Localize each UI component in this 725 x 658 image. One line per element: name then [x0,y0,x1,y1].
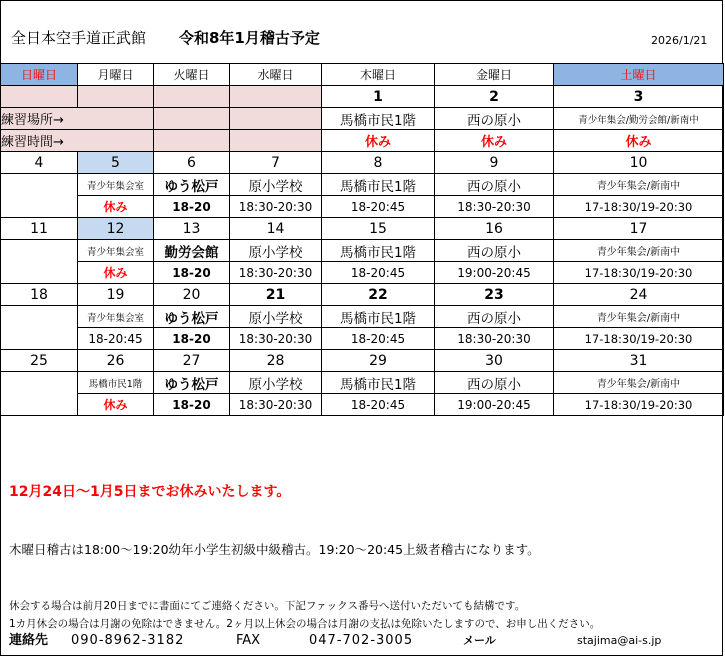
place-cell: 馬橋市民1階 [322,372,435,394]
place-cell: 原小学校 [230,306,322,328]
time-cell: 18-20 [154,328,230,350]
time-cell: 休み [78,394,154,416]
place-cell: 青少年集会/勤労会館/新南中 [554,108,724,130]
place-cell: ゆう松戸 [154,306,230,328]
date-cell: 2 [435,86,554,108]
date-cell: 14 [230,218,322,240]
date-cell: 22 [322,284,435,306]
date-cell: 26 [78,350,154,372]
thursday-note: 木曜日稽古は18:00～19:20幼年小学生初級中級稽古。19:20～20:45上級者稽古になります。 [9,542,540,557]
place-cell: 馬橋市民1階 [322,108,435,130]
date-cell: 23 [435,284,554,306]
absence-note-2: 1カ月休会の場合は月謝の免除はできません。2ヶ月以上休会の場合は月謝の支払は免除いたしますので、お申し出ください。 [9,618,601,630]
date-cell [230,86,322,108]
place-cell: 勤労会館 [154,240,230,262]
fax-label: FAX [236,633,261,648]
weekday-header: 木曜日 [322,64,435,86]
place-cell: 西の原小 [435,240,554,262]
place-cell: 青少年集会/新南中 [554,372,724,394]
date-cell: 29 [322,350,435,372]
date-cell: 10 [554,152,724,174]
date-cell: 16 [435,218,554,240]
weekday-header: 月曜日 [78,64,154,86]
place-cell: 青少年集会室 [78,240,154,262]
date-cell: 24 [554,284,724,306]
weekday-header: 金曜日 [435,64,554,86]
time-cell: 休み [435,130,554,152]
date-cell: 27 [154,350,230,372]
sunday-empty-cell [1,372,78,416]
time-cell: 18-20:45 [322,394,435,416]
time-cell: 休み [554,130,724,152]
time-cell: 17-18:30/19-20:30 [554,196,724,218]
place-cell: 青少年集会/新南中 [554,240,724,262]
time-cell: 休み [78,262,154,284]
sunday-empty-cell [1,240,78,284]
date-cell [78,86,154,108]
date-cell: 31 [554,350,724,372]
absence-note-1: 休会する場合は前月20日までに書面にてご連絡ください。下記ファックス番号へ送付いただいても結構です。 [9,600,526,612]
empty-cell [230,108,322,130]
date-cell: 15 [322,218,435,240]
date-cell: 4 [1,152,78,174]
place-cell: 青少年集会/新南中 [554,174,724,196]
date-cell: 21 [230,284,322,306]
time-cell: 18:30-20:30 [435,196,554,218]
time-cell: 18-20:45 [322,196,435,218]
time-cell: 19:00-20:45 [435,262,554,284]
date-cell: 3 [554,86,724,108]
contact-label: 連絡先 [9,633,49,648]
empty-cell [154,108,230,130]
contact-fax: 047-702-3005 [309,633,414,648]
date-cell: 9 [435,152,554,174]
place-cell: 馬橋市民1階 [322,306,435,328]
weekday-header: 水曜日 [230,64,322,86]
date-cell [1,86,78,108]
time-cell: 17-18:30/19-20:30 [554,328,724,350]
place-cell: 西の原小 [435,174,554,196]
time-cell: 17-18:30/19-20:30 [554,262,724,284]
date-cell: 8 [322,152,435,174]
date-cell: 19 [78,284,154,306]
schedule-grid [1,63,724,416]
date-cell: 28 [230,350,322,372]
time-cell: 18:30-20:30 [230,196,322,218]
place-cell: ゆう松戸 [154,174,230,196]
time-cell: 18-20 [154,394,230,416]
place-cell: 青少年集会/新南中 [554,306,724,328]
time-label: 練習時間→ [1,130,154,152]
time-cell: 17-18:30/19-20:30 [554,394,724,416]
time-cell: 18-20 [154,196,230,218]
date-cell: 18 [1,284,78,306]
document-date: 2026/1/21 [651,34,708,47]
empty-cell [230,130,322,152]
place-cell: 馬橋市民1階 [322,240,435,262]
empty-cell [154,130,230,152]
holiday-notice: 12月24日～1月5日までお休みいたします。 [9,484,291,500]
time-cell: 18:30-20:30 [230,262,322,284]
place-cell: 青少年集会室 [78,174,154,196]
place-cell: 馬橋市民1階 [322,174,435,196]
place-cell: 原小学校 [230,174,322,196]
time-cell: 休み [78,196,154,218]
contact-phone: 090-8962-3182 [71,633,185,648]
date-cell: 17 [554,218,724,240]
place-cell: 西の原小 [435,306,554,328]
sunday-empty-cell [1,306,78,350]
place-cell: 原小学校 [230,372,322,394]
place-cell: 青少年集会室 [78,306,154,328]
date-cell: 1 [322,86,435,108]
time-cell: 18-20:45 [322,262,435,284]
place-cell: 原小学校 [230,240,322,262]
time-cell: 19:00-20:45 [435,394,554,416]
time-cell: 18:30-20:30 [230,328,322,350]
date-cell: 5 [78,152,154,174]
date-cell: 20 [154,284,230,306]
date-cell: 11 [1,218,78,240]
place-cell: ゆう松戸 [154,372,230,394]
date-cell: 6 [154,152,230,174]
time-cell: 18-20:45 [78,328,154,350]
org-name: 全日本空手道正武館 [11,29,147,47]
time-cell: 休み [322,130,435,152]
weekday-header: 土曜日 [554,64,724,86]
date-cell: 12 [78,218,154,240]
date-cell: 7 [230,152,322,174]
time-cell: 18:30-20:30 [230,394,322,416]
schedule-title: 令和8年1月稽古予定 [179,29,320,47]
place-cell: 西の原小 [435,372,554,394]
place-cell: 西の原小 [435,108,554,130]
sunday-empty-cell [1,174,78,218]
place-cell: 馬橋市民1階 [78,372,154,394]
time-cell: 18:30-20:30 [435,328,554,350]
contact-mail: stajima@ai-s.jp [577,634,662,647]
date-cell: 30 [435,350,554,372]
place-label: 練習場所→ [1,108,154,130]
date-cell: 13 [154,218,230,240]
time-cell: 18-20 [154,262,230,284]
weekday-header: 日曜日 [1,64,78,86]
date-cell [154,86,230,108]
date-cell: 25 [1,350,78,372]
weekday-header: 火曜日 [154,64,230,86]
time-cell: 18-20:45 [322,328,435,350]
mail-label: メール [463,634,496,647]
